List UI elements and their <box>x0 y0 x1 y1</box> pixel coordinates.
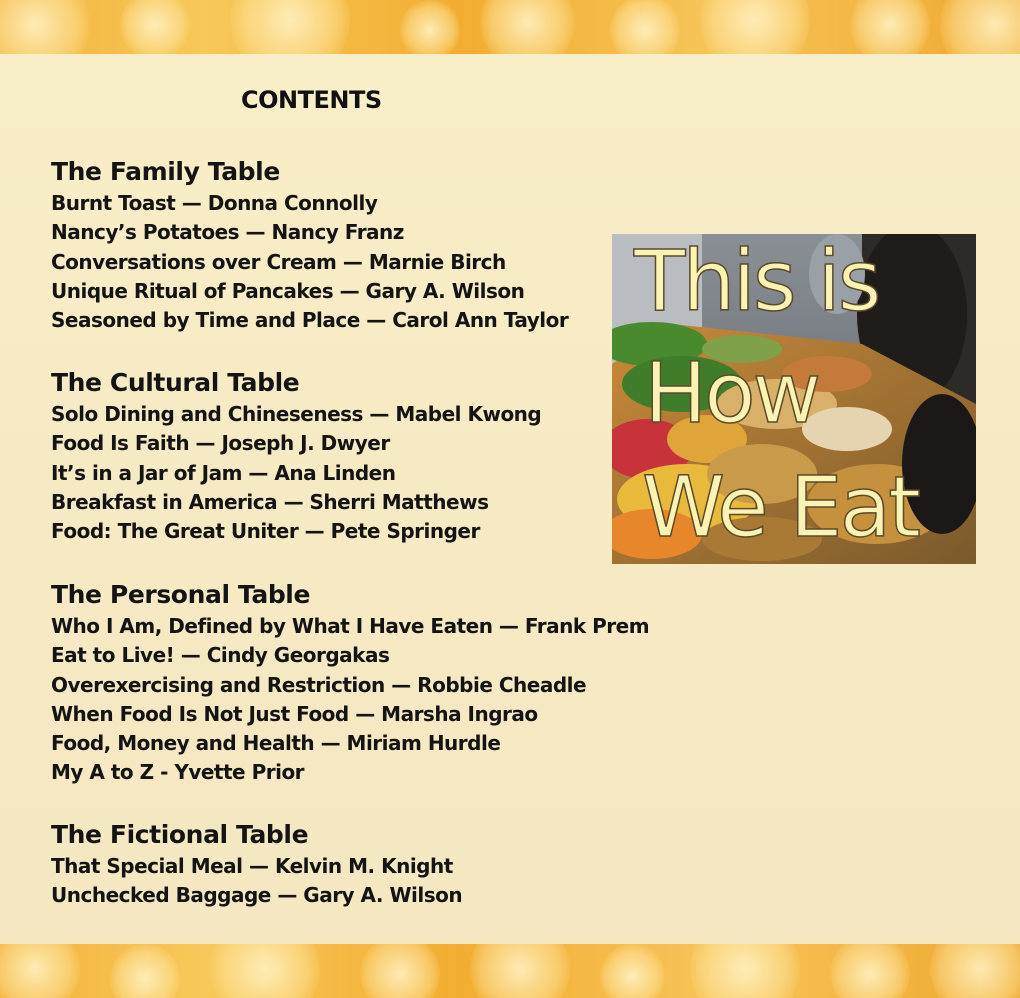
toc-entry: That Special Meal — Kelvin M. Knight <box>51 854 453 878</box>
toc-entry: Food Is Faith — Joseph J. Dwyer <box>51 431 390 456</box>
entry-list <box>51 189 568 335</box>
cover-title-line: How <box>644 344 819 442</box>
cover-title <box>612 234 976 564</box>
toc-entry: When Food Is Not Just Food — Marsha Ingrao <box>51 701 538 726</box>
toc-entry: Food, Money and Health — Miriam Hurdle <box>51 731 501 756</box>
toc-entry: Nancy’s Potatoes — Nancy Franz <box>51 220 404 245</box>
entry-list <box>51 852 462 911</box>
toc-entry: Unchecked Baggage — Gary A. Wilson <box>51 883 463 908</box>
toc-entry: Food: The Great Uniter — Pete Springer <box>51 519 480 544</box>
toc-entry: Seasoned by Time and Place — Carol Ann Taylor <box>51 308 569 333</box>
toc-entry: My A to Z - Yvette Prior <box>51 760 305 785</box>
section-personal-table <box>51 580 649 788</box>
entry-list <box>51 400 541 546</box>
bokeh-border-top <box>0 0 1020 54</box>
section-heading: The Cultural Table <box>51 368 300 397</box>
toc-entry: Breakfast in America — Sherri Matthews <box>51 489 489 514</box>
bokeh-border-bottom <box>0 944 1020 998</box>
toc-entry: Conversations over Cream — Marnie Birch <box>51 249 506 274</box>
toc-entry: Overexercising and Restriction — Robbie Cheadle <box>51 672 587 697</box>
cover-title-line: We Eat <box>642 458 918 556</box>
page-title: CONTENTS <box>241 86 382 114</box>
toc-entry: Who I Am, Defined by What I Have Eaten — Frank Prem <box>51 614 650 638</box>
section-heading: The Family Table <box>51 157 280 186</box>
toc-entry: Solo Dining and Chineseness — Mabel Kwong <box>51 402 542 426</box>
toc-entry: Burnt Toast — Donna Connolly <box>51 191 378 215</box>
toc-entry: Unique Ritual of Pancakes — Gary A. Wilson <box>51 278 525 303</box>
section-heading: The Fictional Table <box>51 820 309 849</box>
toc-entry: Eat to Live! — Cindy Georgakas <box>51 643 390 668</box>
section-fictional-table <box>51 820 462 911</box>
section-cultural-table <box>51 368 541 546</box>
entry-list <box>51 612 649 788</box>
section-heading: The Personal Table <box>51 580 311 609</box>
book-cover-image <box>612 234 976 564</box>
cover-title-line: This is <box>634 234 879 330</box>
toc-entry: It’s in a Jar of Jam — Ana Linden <box>51 460 396 485</box>
section-family-table <box>51 157 568 335</box>
